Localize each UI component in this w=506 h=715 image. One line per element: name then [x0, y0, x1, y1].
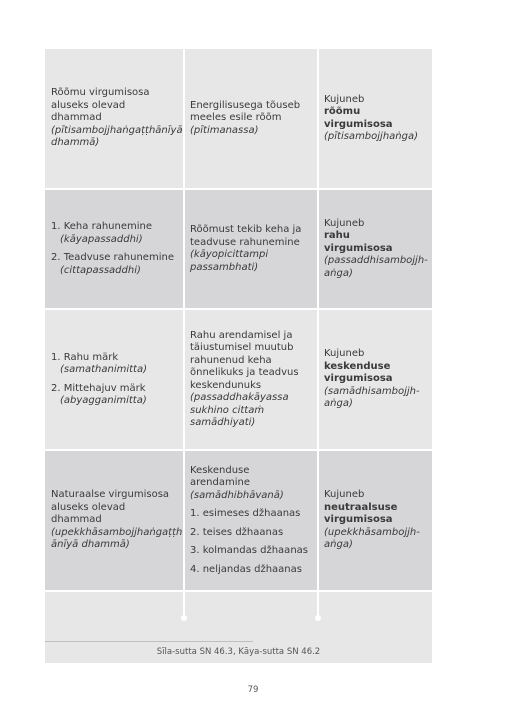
- row1-middle-cell: [184, 49, 317, 188]
- row3-left-item2-pali: (abyagganimitta): [60, 395, 147, 406]
- row3-middle-cell: [184, 310, 317, 449]
- column-divider: [317, 49, 319, 616]
- row3-right-pali1: (samādhisambojjh-: [324, 385, 420, 397]
- row3-middle-line2: täiustumisel muutub: [190, 342, 294, 353]
- row2-left-cell: [45, 190, 183, 308]
- row3-middle-pali1: (passaddhakāyassa: [190, 392, 289, 403]
- row-divider: [45, 449, 432, 451]
- table-row: [45, 49, 432, 188]
- row2-right-cell: [318, 190, 432, 308]
- row2-right-pali2: aṅga): [324, 267, 353, 279]
- row3-middle-line3: rahunenud keha: [190, 354, 272, 366]
- footnote-rule: [45, 641, 253, 642]
- row4-middle-item1: 1. esimeses džhaanas: [190, 508, 301, 520]
- row3-middle-pali3: samādhiyati): [190, 417, 256, 428]
- row-divider: [45, 590, 432, 592]
- row1-left-pali: (pītisambojjhaṅgaṭṭhānīyā dhammā): [51, 124, 183, 149]
- column-divider: [183, 49, 185, 616]
- row1-middle-line2: meeles esile rõõm: [190, 112, 282, 124]
- connector-dot: [315, 615, 321, 621]
- row3-middle-line1: Rahu arendamisel ja: [190, 329, 293, 341]
- row2-left-item1-label: 1. Keha rahunemine: [51, 221, 152, 232]
- row4-right-pali2: aṅga): [324, 539, 353, 551]
- row2-middle-line2: teadvuse rahunemine: [190, 236, 300, 248]
- source-citation: Sīla-sutta SN 46.3, Kāya-sutta SN 46.2: [156, 647, 321, 657]
- row2-left-item2-label: 2. Teadvuse rahunemine: [51, 252, 174, 263]
- row3-right-prefix: Kujuneb: [324, 348, 365, 360]
- row2-left-item1-pali: (kāyapassaddhi): [60, 233, 143, 245]
- row3-right-bold1: keskenduse: [324, 360, 391, 372]
- row3-left-item1-label: 1. Rahu märk: [51, 351, 119, 363]
- row3-right-bold2: virgumisosa: [324, 373, 393, 385]
- row2-middle-pali2: passambhati): [190, 261, 259, 273]
- row3-left-item2-label: 2. Mittehajuv märk: [51, 382, 146, 394]
- row3-middle-line4: õnnelikuks ja teadvus: [190, 367, 299, 378]
- row2-middle-pali1: (kāyopicittampi: [190, 249, 269, 260]
- row1-right-prefix: Kujuneb: [324, 93, 365, 105]
- row3-middle-pali2: sukhino cittaṁ: [190, 404, 265, 416]
- row2-right-bold2: virgumisosa: [324, 242, 393, 254]
- table-row: [45, 310, 432, 449]
- table-row: [45, 190, 432, 308]
- row2-right-prefix: Kujuneb: [324, 217, 365, 229]
- row4-middle-item4: 4. neljandas džhaanas: [190, 563, 302, 575]
- row2-middle-cell: [184, 190, 317, 308]
- row1-left-line1: Rõõmu virgumisosa: [51, 87, 150, 99]
- row3-left-cell: [45, 310, 183, 449]
- row2-left-item1: [51, 221, 177, 246]
- row1-right-bold1: rõõmu: [324, 106, 361, 117]
- row1-right-pali: (pītisambojjhaṅga): [324, 131, 419, 142]
- page-number: 79: [247, 685, 259, 695]
- row-divider: [45, 308, 432, 310]
- row4-left-line2: aluseks olevad dhammad: [51, 501, 126, 526]
- row4-left-pali2: ānīyā dhammā): [51, 539, 130, 551]
- row4-right-cell: [318, 451, 432, 590]
- row3-right-pali2: aṅga): [324, 398, 353, 410]
- row1-middle-line1: Energilisusega tõuseb: [190, 99, 301, 111]
- row1-right-cell: [318, 49, 432, 188]
- row2-middle-line1: Rõõmust tekib keha ja: [190, 224, 302, 235]
- row3-left-item1: [51, 352, 177, 377]
- row2-left-item2: [51, 252, 177, 277]
- row4-middle-cell: [184, 451, 317, 590]
- row4-middle-pali: (samādhibhāvanā): [190, 489, 284, 501]
- row3-right-cell: [318, 310, 432, 449]
- connector-dot: [181, 615, 187, 621]
- row4-right-prefix: Kujuneb: [324, 489, 365, 501]
- row3-left-item1-pali: (samathanimitta): [60, 364, 148, 375]
- row1-right-bold2: virgumisosa: [324, 118, 393, 130]
- row4-middle-item2: 2. teises džhaanas: [190, 526, 284, 538]
- row2-left-item2-pali: (cittapassaddhi): [60, 264, 141, 276]
- row4-right-bold2: virgumisosa: [324, 514, 393, 526]
- row4-right-pali1: (upekkhāsambojjh-: [324, 526, 420, 538]
- row4-left-pali1: (upekkhāsambojjhaṅgaṭṭh: [51, 526, 183, 538]
- row1-left-cell: [45, 49, 183, 188]
- table-row: [45, 451, 432, 590]
- row4-left-line1: Naturaalse virgumisosa: [51, 489, 170, 501]
- row3-left-item2: [51, 383, 177, 408]
- row4-middle-item3: 3. kolmandas džhaanas: [190, 545, 308, 557]
- row4-middle-line1: Keskenduse arendamine: [190, 464, 250, 489]
- row2-right-pali1: (passaddhisambojjh-: [324, 255, 428, 267]
- row2-right-bold1: rahu: [324, 230, 350, 242]
- row4-right-bold1: neutraalsuse: [324, 501, 398, 513]
- row3-middle-line5: keskendunuks: [190, 379, 262, 391]
- row4-left-cell: [45, 451, 183, 590]
- row1-left-line2: aluseks olevad dhammad: [51, 99, 126, 124]
- row-divider: [45, 188, 432, 190]
- row1-middle-pali: (pītimanassa): [190, 124, 259, 136]
